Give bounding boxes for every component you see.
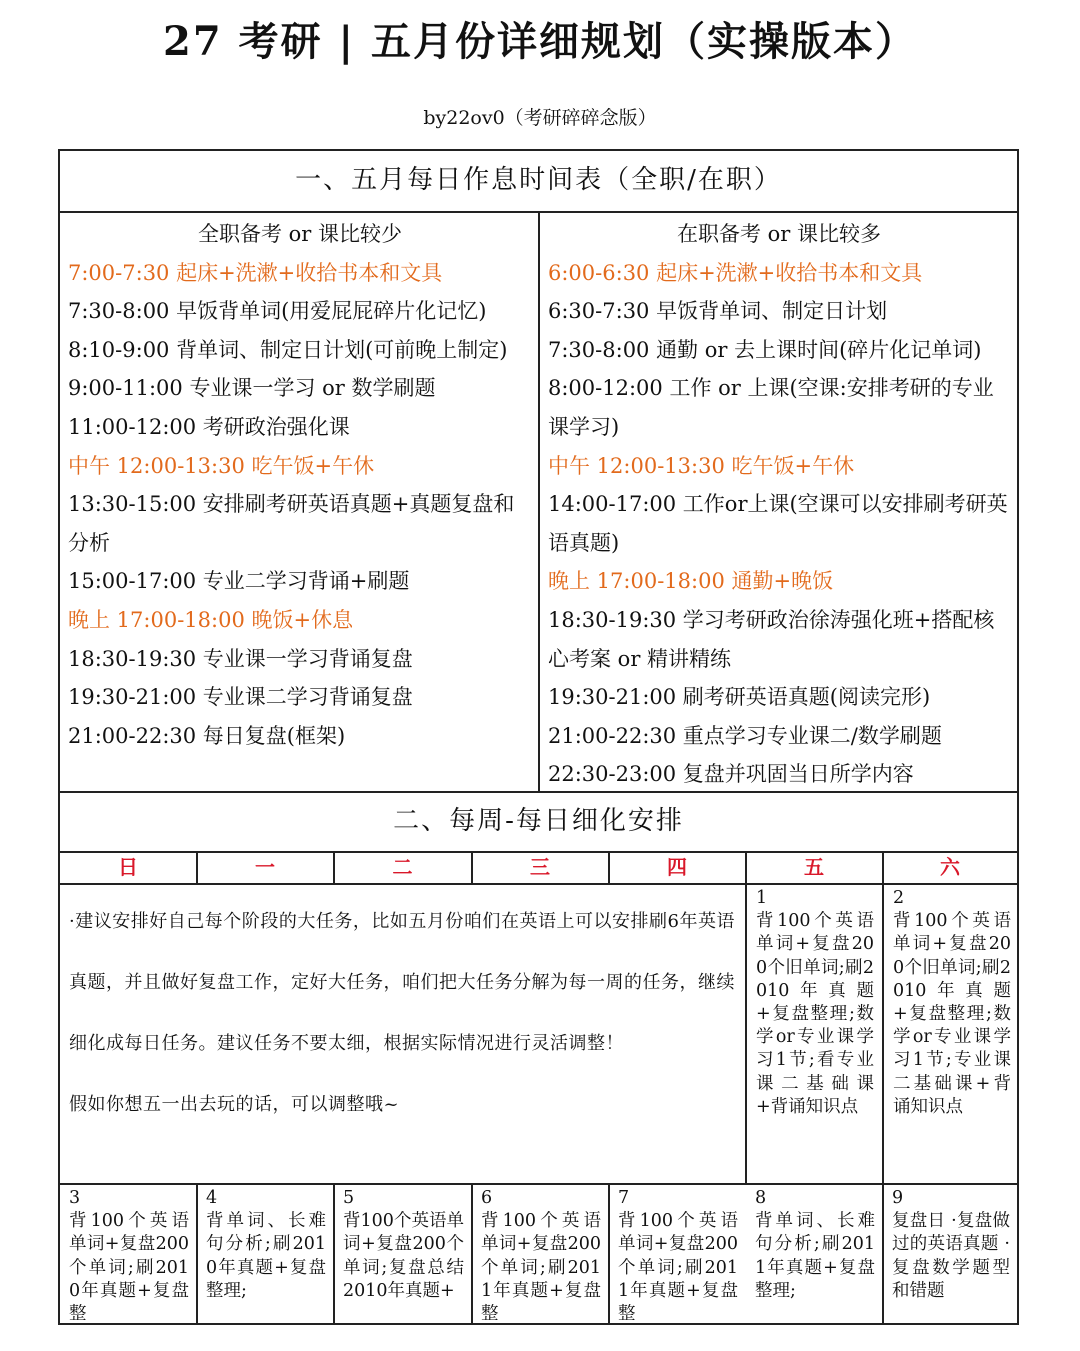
employed-row: 晚上 17:00-18:00 通勤+晚饭 (548, 569, 834, 594)
employed-row: 7:30-8:00 通勤 or 去上课时间(碎片化记单词) (548, 337, 982, 362)
day-number: 3 (69, 1188, 81, 1208)
employed-schedule (548, 215, 1010, 794)
fulltime-row: 中午 12:00-13:30 吃午饭+午休 (68, 453, 375, 478)
weekday-header: 四 (667, 855, 687, 879)
fulltime-row: 11:00-12:00 考研政治强化课 (68, 414, 350, 439)
weekday-header: 日 (118, 855, 138, 879)
day-cell (343, 1187, 464, 1303)
employed-row: 中午 12:00-13:30 吃午饭+午休 (548, 453, 855, 478)
employed-row: 21:00-22:30 重点学习专业课二/数学刷题 (548, 723, 942, 748)
fulltime-row: 21:00-22:30 每日复盘(框架) (68, 723, 346, 748)
section2-title: 二、每周-每日细化安排 (393, 806, 684, 836)
fulltime-row: 15:00-17:00 专业二学习背诵+刷题 (68, 569, 410, 594)
day-number: 5 (343, 1188, 355, 1208)
day-number: 7 (618, 1188, 630, 1208)
fulltime-row: 9:00-11:00 专业课一学习 or 数学刷题 (68, 376, 436, 401)
day-number: 9 (892, 1188, 904, 1208)
weekday-header: 一 (255, 855, 275, 879)
fulltime-row: 7:00-7:30 起床+洗漱+收拾书本和文具 (68, 260, 443, 285)
plan-table (58, 149, 1019, 1325)
employed-row: 6:00-6:30 起床+洗漱+收拾书本和文具 (548, 260, 923, 285)
day-task: 背100个英语单词+复盘200个单词;复盘总结2010年真题+ (343, 1211, 464, 1301)
day-task: 背单词、长难句分析;刷2010年真题+复盘整理; (206, 1211, 326, 1301)
day-cell (206, 1187, 326, 1303)
byline: by22ov0（考研碎碎念版） (423, 107, 657, 129)
employed-row: 8:00-12:00 工作 or 上课(空课:安排考研的专业课学习) (548, 376, 994, 439)
planning-note (69, 891, 735, 1135)
day-task: 背单词、长难句分析;刷2011年真题+复盘整理; (755, 1211, 875, 1301)
employed-row: 14:00-17:00 工作or上课(空课可以安排刷考研英语真题) (548, 492, 1008, 555)
fulltime-schedule (68, 215, 532, 755)
day-task: 背100个英语单词+复盘200个单词;刷2011年真题+复盘整 (618, 1211, 738, 1325)
employed-row: 22:30-23:00 复盘并巩固当日所学内容 (548, 762, 914, 787)
day-number: 2 (893, 888, 905, 908)
day-cell (69, 1187, 189, 1326)
employed-row: 19:30-21:00 刷考研英语真题(阅读完形) (548, 685, 931, 710)
day-task: 背100个英语单词+复盘200个单词;刷2010年真题+复盘整 (69, 1211, 189, 1325)
weekday-header: 六 (940, 855, 960, 879)
day-cell (481, 1187, 601, 1326)
employed-row: 18:30-19:30 学习考研政治徐涛强化班+搭配核心考案 or 精讲精练 (548, 607, 995, 671)
day-task: 背100个英语单词+复盘200个旧单词;刷2010年真题+复盘整理;数学or专业课学习1节;专业课二基础课+背诵知识点 (893, 911, 1011, 1117)
fulltime-row: 晚上 17:00-18:00 晚饭+休息 (68, 607, 354, 632)
fulltime-row: 18:30-19:30 专业课一学习背诵复盘 (68, 646, 413, 671)
day-cell (756, 887, 874, 1119)
day-number: 1 (756, 888, 768, 908)
employed-row: 6:30-7:30 早饭背单词、制定日计划 (548, 299, 888, 324)
page-title: 27 考研 | 五月份详细规划（实操版本） (163, 18, 917, 65)
weekday-header: 二 (392, 855, 413, 879)
fulltime-row: 13:30-15:00 安排刷考研英语真题+真题复盘和分析 (68, 492, 515, 555)
fulltime-heading: 全职备考 or 课比较少 (197, 222, 403, 246)
weekday-header: 三 (530, 855, 550, 879)
employed-heading: 在职备考 or 课比较多 (676, 222, 882, 246)
day-cell (618, 1187, 738, 1326)
section1-title: 一、五月每日作息时间表（全职/在职） (295, 165, 782, 195)
fulltime-row: 7:30-8:00 早饭背单词(用爱屁屁碎片化记忆) (68, 299, 487, 324)
day-task: 复盘日 ·复盘做过的英语真题 ·复盘数学题型和错题 (892, 1211, 1010, 1301)
day-number: 4 (206, 1188, 218, 1208)
weekday-header: 五 (804, 855, 824, 879)
day-cell (893, 887, 1011, 1119)
planning-note-text: ·建议安排好自己每个阶段的大任务，比如五月份咱们在英语上可以安排刷6年英语真题，并且做好复盘工作，定好大任务，咱们把大任务分解为每一周的任务，继续细化成每日任务。建议任务不要太细，根据实际情况进行灵活调整！ (69, 911, 735, 1054)
day-cell (892, 1187, 1010, 1303)
fulltime-row: 8:10-9:00 背单词、制定日计划(可前晚上制定) (68, 337, 508, 362)
day-cell (755, 1187, 875, 1303)
day-task: 背100个英语单词+复盘200个单词;刷2011年真题+复盘整 (481, 1211, 601, 1325)
day-number: 8 (755, 1188, 767, 1208)
fulltime-row: 19:30-21:00 专业课二学习背诵复盘 (68, 685, 413, 710)
planning-note-extra: 假如你想五一出去玩的话，可以调整哦~ (69, 1094, 400, 1115)
day-task: 背100个英语单词+复盘200个旧单词;刷2010年真题+复盘整理;数学or专业课学习1节;看专业课二基础课+背诵知识点 (756, 911, 874, 1117)
day-number: 6 (481, 1188, 493, 1208)
